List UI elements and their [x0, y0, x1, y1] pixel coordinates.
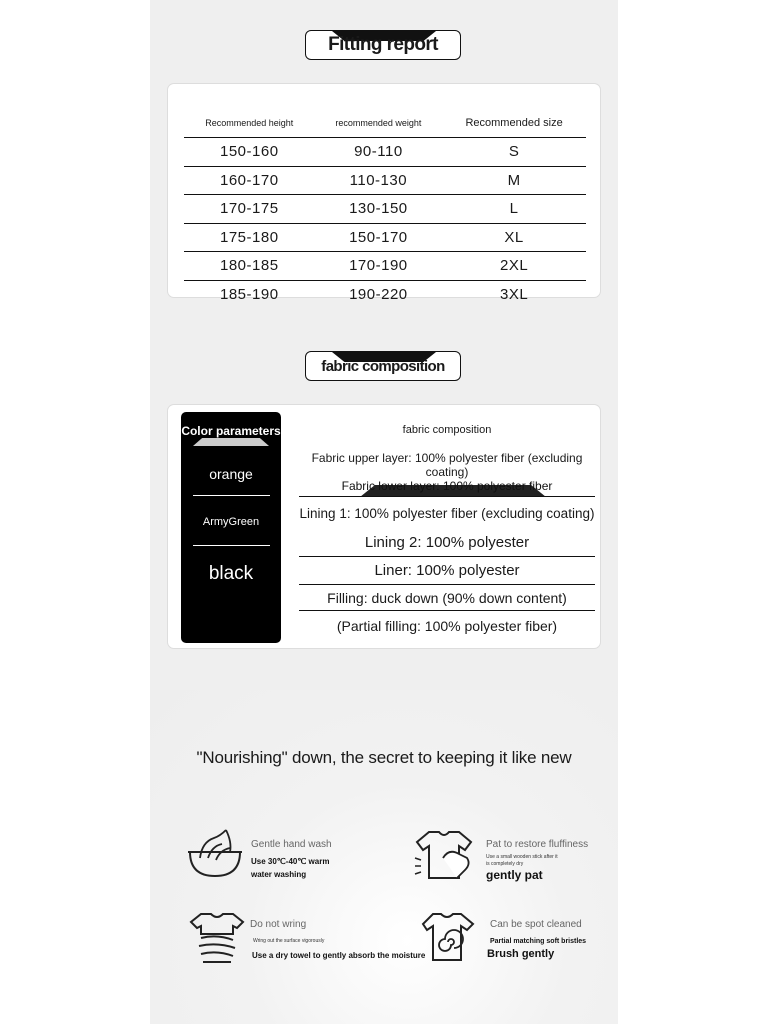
composition-line: Fabric upper layer: 100% polyester fiber (excluding coating) [311, 451, 583, 479]
composition-line: Lining 1: 100% polyester fiber (excluding coating) [299, 506, 595, 521]
divider [299, 584, 595, 585]
color-parameters-label: Color parameters [181, 424, 281, 438]
size-cell: 3XL [499, 285, 529, 303]
hand-wash-icon [186, 828, 244, 880]
care-action: gently pat [486, 868, 543, 882]
height-cell: 160-170 [184, 166, 315, 195]
weight-cell: 90-110 [315, 138, 443, 167]
table-row [184, 195, 586, 224]
care-title: Do not wring [250, 919, 307, 930]
care-note: Use a small wooden stick after it is completely dry [486, 854, 558, 867]
size-cell: 2XL [442, 252, 586, 281]
height-cell: 150-160 [184, 138, 315, 167]
care-note: Wring out the surface vigorously [253, 938, 325, 944]
composition-line: Fabric lower layer: 100% polyester fiber [341, 479, 553, 493]
header-size: Recommended size [442, 108, 586, 138]
color-parameters-box [181, 412, 281, 643]
fitting-table-card [167, 83, 601, 303]
weight-cell: 110-130 [315, 166, 443, 195]
size-table [184, 108, 586, 308]
weight-cell: 130-150 [315, 195, 443, 224]
care-title: Pat to restore fluffiness [486, 839, 589, 850]
spot-clean-icon [421, 912, 475, 962]
weight-cell: 150-170 [315, 223, 443, 252]
fitting-report-title: Fitting report [328, 34, 438, 55]
composition-line: (Partial filling: 100% polyester fiber) [336, 618, 558, 634]
divider [193, 545, 270, 546]
fabric-card [167, 404, 601, 649]
weight-cell: 190-220 [349, 285, 408, 303]
table-row [184, 166, 586, 195]
divider [299, 610, 595, 611]
header-height: Recommended height [184, 108, 315, 138]
composition-line: Lining 2: 100% polyester [364, 534, 530, 551]
care-title: Can be spot cleaned [490, 919, 582, 930]
composition-line: Liner: 100% polyester [374, 562, 520, 579]
size-cell: XL [442, 223, 586, 252]
table-row [184, 252, 586, 281]
height-cell: 175-180 [184, 223, 315, 252]
header-weight: recommended weight [315, 108, 443, 138]
size-cell: M [442, 166, 586, 195]
care-instruction: Use a dry towel to gently absorb the moisture [252, 951, 426, 960]
fabric-composition-heading [305, 351, 461, 381]
size-table-header [184, 108, 586, 138]
table-row [184, 138, 586, 167]
composition-header: fabric composition [402, 424, 492, 436]
height-cell: 185-190 [219, 285, 279, 303]
color-black: black [208, 563, 254, 584]
care-title: Gentle hand wash [251, 839, 332, 850]
height-cell: 170-175 [184, 195, 315, 224]
color-armygreen: ArmyGreen [202, 516, 260, 528]
height-cell: 180-185 [184, 252, 315, 281]
care-tagline: "Nourishing" down, the secret to keeping it like new [196, 748, 572, 767]
care-instruction: Partial matching soft bristles [490, 938, 587, 945]
fitting-report-heading [305, 30, 461, 60]
table-row [184, 280, 586, 308]
care-instruction: Use 30℃-40℃ warm water washing [251, 857, 330, 879]
table-row [184, 223, 586, 252]
size-cell: L [442, 195, 586, 224]
composition-line: Filling: duck down (90% down content) [327, 590, 567, 606]
divider [193, 495, 270, 496]
color-orange: orange [209, 466, 253, 482]
care-action: Brush gently [487, 948, 555, 960]
divider [299, 496, 595, 497]
divider [299, 556, 595, 557]
fabric-composition-title: fabric composition [321, 357, 445, 375]
pat-shirt-icon [413, 828, 475, 882]
no-wring-icon [189, 912, 245, 964]
size-cell: S [442, 138, 586, 167]
weight-cell: 170-190 [315, 252, 443, 281]
